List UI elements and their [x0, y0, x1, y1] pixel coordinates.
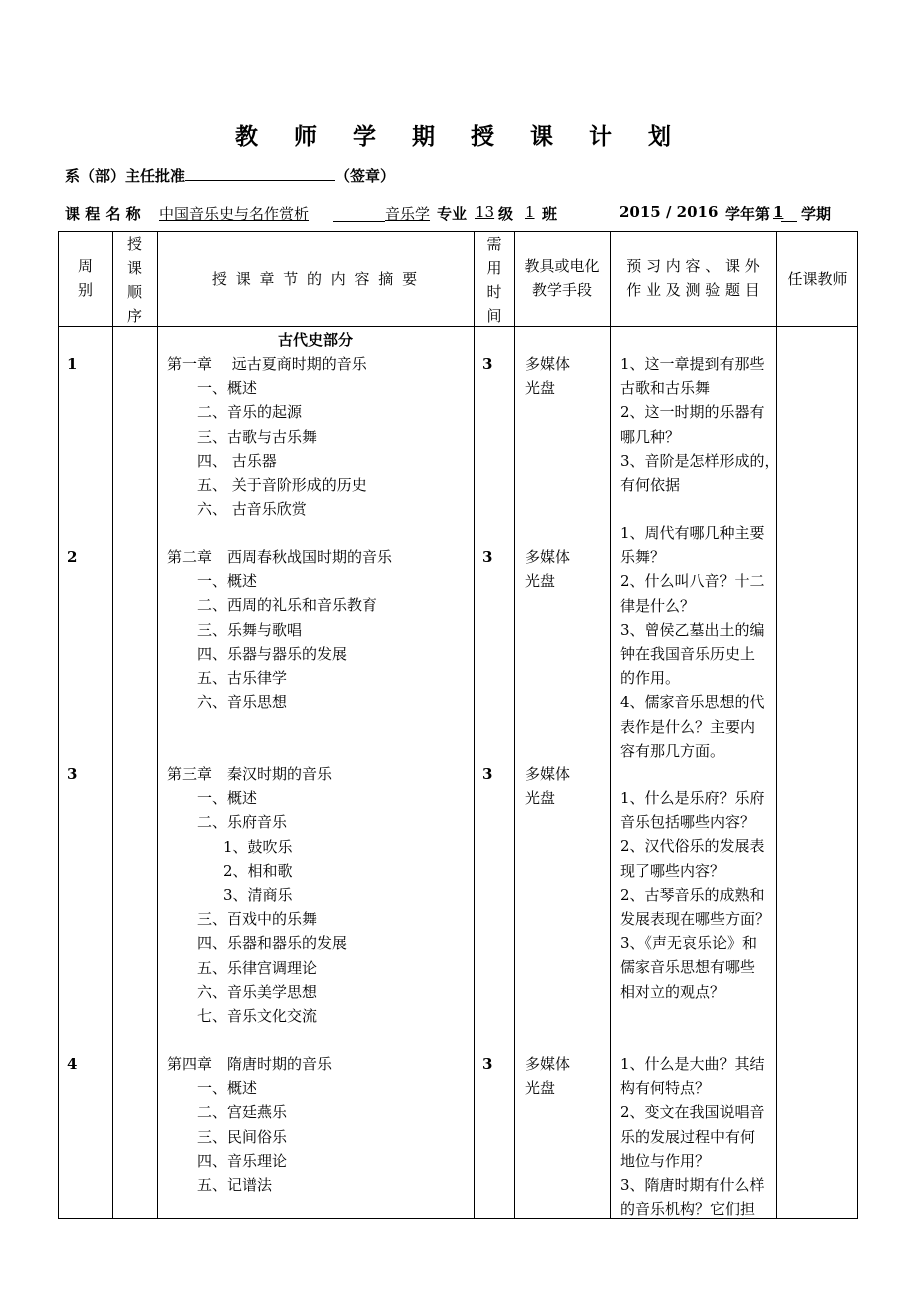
header-tools: 教具或电化 教学手段: [524, 257, 600, 299]
chapter-item: 一、概述: [197, 1079, 258, 1098]
chapter-item: 二、音乐的起源: [197, 403, 303, 422]
chapter-item: 五、古乐律学: [197, 669, 288, 688]
term-number: 1: [773, 203, 784, 221]
col-divider: [514, 232, 515, 1218]
major-label: 专业: [437, 205, 468, 223]
chapter-title: 第一章 远古夏商时期的音乐: [167, 355, 367, 373]
term-suffix: 学期: [801, 205, 832, 223]
homework-list: 1、什么是大曲？其结 构有何特点？ 2、变文在我国说唱音 乐的发展过程中有何 地位与作用？ 3、隋唐时期有什么样 的音乐机构？它们担: [620, 1055, 765, 1219]
chapter-item: 一、概述: [197, 789, 258, 808]
teaching-tools: 多媒体 光盘: [525, 765, 571, 808]
col-divider: [474, 232, 475, 1218]
chapter-item: 一、概述: [197, 379, 258, 398]
header-hours: 需 用 时 间: [486, 235, 502, 325]
grade-label: 级: [498, 205, 514, 223]
chapter-item: 五、乐律宫调理论: [197, 958, 318, 977]
teaching-tools: 多媒体 光盘: [525, 548, 571, 591]
course-name-blank: [333, 203, 385, 222]
chapter-content: [167, 545, 392, 714]
chapter-subitem: 3、清商乐: [223, 886, 293, 905]
chapter-item: 三、百戏中的乐舞: [197, 910, 318, 929]
teaching-tools: 多媒体 光盘: [525, 1055, 571, 1098]
grade: 13: [475, 203, 495, 221]
teaching-tools: 多媒体 光盘: [525, 355, 571, 398]
chapter-content: [167, 352, 367, 521]
chapter-item: 六、音乐美学思想: [197, 982, 318, 1001]
chapter-title: 第二章 西周春秋战国时期的音乐: [167, 548, 393, 566]
homework-list: 1、周代有哪几种主要 乐舞？ 2、什么叫八音？十二 律是什么？ 3、曾侯乙墓出土的编 钟在我国音乐历史上 的作用。 4、儒家音乐思想的代 表作是什么？主要内 容有那几方面。: [620, 524, 765, 760]
course-name: 中国音乐史与名作赏析: [159, 205, 310, 223]
chapter-item: 四、乐器与器乐的发展: [197, 644, 348, 663]
col-divider: [112, 232, 113, 1218]
hours-value: 3: [482, 548, 493, 566]
chapter-item: 五、记谱法: [197, 1176, 273, 1195]
chapter-item: 二、宫廷燕乐: [197, 1103, 288, 1122]
class-label: 班: [542, 205, 558, 223]
hours-value: 3: [482, 1055, 493, 1073]
chapter-item: 七、音乐文化交流: [197, 1007, 318, 1026]
week-number: 1: [67, 355, 78, 373]
hours-value: 3: [482, 355, 493, 373]
chapter-item: 六、音乐思想: [197, 693, 288, 712]
header-content: 授 课 章 节 的 内 容 摘 要: [211, 270, 420, 288]
chapter-item: 三、古歌与古乐舞: [197, 427, 318, 446]
term-blank: [781, 203, 797, 222]
header-week: 周 别: [77, 257, 93, 299]
header-order: 授 课 顺 序: [126, 235, 142, 325]
stamp-label: （签章）: [335, 167, 396, 185]
course-name-label: 课 程 名 称: [65, 205, 141, 223]
chapter-item: 二、乐府音乐: [197, 813, 288, 832]
chapter-item: 二、西周的礼乐和音乐教育: [197, 596, 378, 615]
page-title: 教 师 学 期 授 课 计 划: [234, 123, 686, 150]
col-divider: [610, 232, 611, 1218]
header-divider: [59, 326, 857, 327]
chapter-item: 四、 古乐器: [197, 451, 277, 470]
chapter-subitem: 1、鼓吹乐: [223, 837, 293, 856]
chapter-title: 第四章 隋唐时期的音乐: [167, 1055, 333, 1073]
homework-list: 1、什么是乐府？乐府 音乐包括哪些内容？ 2、汉代俗乐的发展表 现了哪些内容？ 2、古琴音乐的成熟和 发展表现在哪些方面？ 3、《声无哀乐论》和 儒家音乐思想有哪些 相对立的观点？: [620, 789, 771, 1001]
chapter-item: 四、乐器和器乐的发展: [197, 934, 348, 953]
chapter-item: 一、概述: [197, 572, 258, 591]
chapter-item: 六、 古音乐欣赏: [197, 500, 307, 519]
week-number: 4: [67, 1055, 78, 1073]
col-divider: [157, 232, 158, 1218]
homework-list: 1、这一章提到有那些 古歌和古乐舞 2、这一时期的乐器有 哪几种？ 3、音阶是怎样形成的， 有何依据: [620, 355, 780, 495]
week-number: 3: [67, 765, 78, 783]
chapter-subitem: 2、相和歌: [223, 861, 293, 880]
section-title: 古代史部分: [277, 331, 353, 349]
signature-blank[interactable]: [185, 166, 335, 181]
week-number: 2: [67, 548, 78, 566]
chapter-title: 第三章 秦汉时期的音乐: [167, 765, 333, 783]
approval-label: 系（部）主任批准: [65, 167, 186, 185]
chapter-content: [167, 762, 347, 1028]
chapter-content: [167, 1052, 332, 1197]
chapter-item: 三、乐舞与歌唱: [197, 620, 303, 639]
chapter-item: 四、音乐理论: [197, 1151, 288, 1170]
term-prefix: 学年第: [725, 205, 771, 223]
plan-table: [58, 231, 858, 1219]
major: 音乐学: [385, 205, 431, 223]
chapter-item: 五、 关于音阶形成的历史: [197, 476, 367, 495]
hours-value: 3: [482, 765, 493, 783]
class: 1: [525, 203, 535, 221]
header-homework: 预 习 内 容 、 课 外 作 业 及 测 验 题 目: [626, 257, 760, 299]
school-year: 2015 / 2016: [619, 203, 719, 221]
header-teacher: 任课教师: [787, 270, 848, 288]
chapter-item: 三、民间俗乐: [197, 1127, 288, 1146]
approval-line: [65, 165, 395, 186]
